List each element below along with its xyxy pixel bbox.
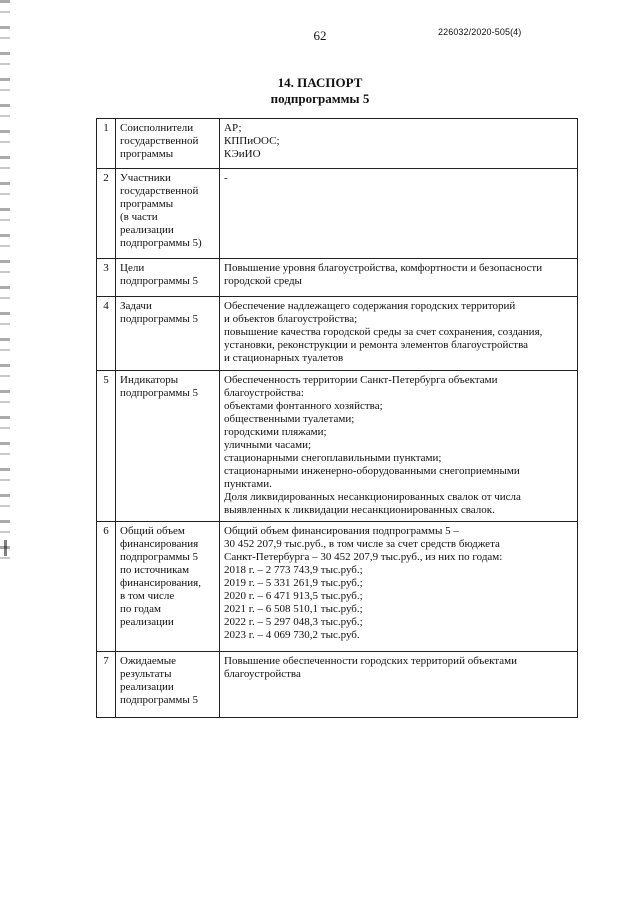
row-label-line: государственной xyxy=(120,135,199,147)
row-value-line: Обеспеченность территории Санкт-Петербурга объектами xyxy=(224,374,498,386)
row-value-line: 2021 г. – 6 508 510,1 тыс.руб.; xyxy=(224,603,363,615)
row-number: 2 xyxy=(97,169,116,259)
row-value-line: благоустройства xyxy=(224,668,301,680)
row-label-line: Общий объем xyxy=(120,525,185,537)
row-value-line: Санкт-Петербурга – 30 452 207,9 тыс.руб., из них по годам: xyxy=(224,551,503,563)
row-label-line: подпрограммы 5 xyxy=(120,694,199,706)
row-label-line: по источникам xyxy=(120,564,190,576)
row-label-line: Участники xyxy=(120,172,171,184)
row-value-line: КППиООС; xyxy=(224,135,280,147)
row-value-line: 2018 г. – 2 773 743,9 тыс.руб.; xyxy=(224,564,363,576)
row-label xyxy=(116,652,220,718)
row-value-line: КЭиИО xyxy=(224,148,261,160)
passport-row xyxy=(97,652,578,718)
row-value-line: 2023 г. – 4 069 730,2 тыс.руб. xyxy=(224,629,360,641)
row-value-line: повышение качества городской среды за счет сохранения, создания, xyxy=(224,326,543,338)
row-label-line: Соисполнители xyxy=(120,122,194,134)
row-label-line: реализации xyxy=(120,224,174,236)
row-label-line: государственной xyxy=(120,185,199,197)
row-value-line: 2020 г. – 6 471 913,5 тыс.руб.; xyxy=(224,590,363,602)
row-label-line: подпрограммы 5 xyxy=(120,275,199,287)
row-label-line: по годам xyxy=(120,603,161,615)
row-value-line: выявленных к ликвидации несанкционированных свалок. xyxy=(224,504,495,516)
row-value-line: Повышение обеспеченности городских территорий объектами xyxy=(224,655,517,667)
row-value-line: и объектов благоустройства; xyxy=(224,313,358,325)
row-value-line: - xyxy=(224,172,228,184)
row-number: 3 xyxy=(97,259,116,297)
row-value-line: и стационарных туалетов xyxy=(224,352,344,364)
row-value-line: общественными туалетами; xyxy=(224,413,355,425)
row-value xyxy=(220,169,578,259)
row-label-line: подпрограммы 5 xyxy=(120,313,199,325)
row-label-line: финансирования xyxy=(120,538,199,550)
row-number: 5 xyxy=(97,371,116,522)
passport-row xyxy=(97,119,578,169)
row-number: 1 xyxy=(97,119,116,169)
row-label-line: подпрограммы 5 xyxy=(120,551,199,563)
row-label-line: финансирования, xyxy=(120,577,201,589)
row-value xyxy=(220,371,578,522)
row-value xyxy=(220,259,578,297)
row-label xyxy=(116,297,220,371)
row-value-line: 2019 г. – 5 331 261,9 тыс.руб.; xyxy=(224,577,363,589)
row-value-line: объектами фонтанного хозяйства; xyxy=(224,400,383,412)
row-label xyxy=(116,522,220,652)
row-label-line: Цели xyxy=(120,262,145,274)
row-number: 7 xyxy=(97,652,116,718)
row-label-line: (в части xyxy=(120,211,158,223)
row-value-line: Доля ликвидированных несанкционированных свалок от числа xyxy=(224,491,521,503)
row-label xyxy=(116,169,220,259)
passport-row xyxy=(97,522,578,652)
row-value xyxy=(220,522,578,652)
row-value-line: Обеспечение надлежащего содержания городских территорий xyxy=(224,300,516,312)
row-label-line: подпрограммы 5 xyxy=(120,387,199,399)
row-value-line: установки, реконструкции и ремонта элементов благоустройства xyxy=(224,339,529,351)
row-value-line: АР; xyxy=(224,122,242,134)
row-value-line: Общий объем финансирования подпрограммы 5 – xyxy=(224,525,459,537)
row-value-line: 30 452 207,9 тыс.руб., в том числе за счет средств бюджета xyxy=(224,538,500,550)
row-value-line: благоустройства: xyxy=(224,387,304,399)
row-value-line: уличными часами; xyxy=(224,439,312,451)
row-value xyxy=(220,119,578,169)
row-label-line: Ожидаемые xyxy=(120,655,177,667)
row-label-line: Индикаторы xyxy=(120,374,179,386)
passport-table-body xyxy=(97,119,578,718)
row-label-line: реализации xyxy=(120,681,174,693)
row-label-line: в том числе xyxy=(120,590,175,602)
title-line-1: 14. ПАСПОРТ xyxy=(277,75,363,90)
row-value-line: пунктами. xyxy=(224,478,272,490)
scan-edge-mark xyxy=(4,540,7,556)
row-value-line: городской среды xyxy=(224,275,302,287)
passport-row xyxy=(97,371,578,522)
title-line-2: подпрограммы 5 xyxy=(270,91,370,106)
row-value xyxy=(220,652,578,718)
row-value-line: стационарными инженерно-оборудованными снегоприемными xyxy=(224,465,520,477)
row-label-line: реализации xyxy=(120,616,174,628)
page-number: 62 xyxy=(313,28,327,43)
row-label xyxy=(116,259,220,297)
document-code: 226032/2020-505(4) xyxy=(438,27,522,37)
row-label-line: результаты xyxy=(120,668,172,680)
passport-row xyxy=(97,259,578,297)
row-value-line: городскими пляжами; xyxy=(224,426,327,438)
row-label-line: программы xyxy=(120,148,174,160)
passport-row xyxy=(97,297,578,371)
row-value-line: 2022 г. – 5 297 048,3 тыс.руб.; xyxy=(224,616,363,628)
row-number: 6 xyxy=(97,522,116,652)
row-label xyxy=(116,371,220,522)
row-number: 4 xyxy=(97,297,116,371)
row-label-line: Задачи xyxy=(120,300,152,312)
passport-table xyxy=(96,118,578,718)
row-value-line: стационарными снегоплавильными пунктами; xyxy=(224,452,442,464)
passport-title xyxy=(0,75,640,107)
row-value xyxy=(220,297,578,371)
row-label xyxy=(116,119,220,169)
row-label-line: программы xyxy=(120,198,174,210)
row-value-line: Повышение уровня благоустройства, комфортности и безопасности xyxy=(224,262,543,274)
row-label-line: подпрограммы 5) xyxy=(120,237,202,249)
passport-row xyxy=(97,169,578,259)
